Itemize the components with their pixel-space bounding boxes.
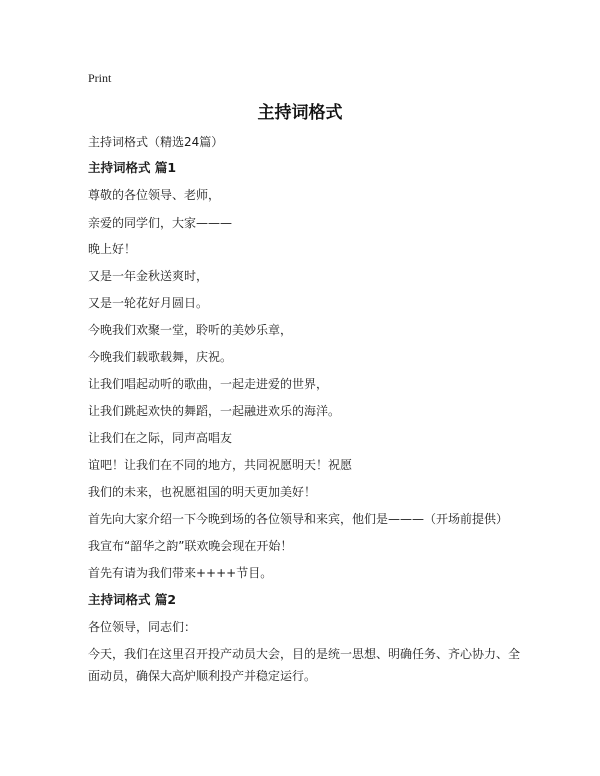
section-2-heading: 主持词格式 篇2 [88,592,177,607]
print-link[interactable]: Print [88,71,112,85]
section-1-heading: 主持词格式 篇1 [88,160,177,175]
paragraph-line: 让我们跳起欢快的舞蹈，一起融进欢乐的海洋。 [88,404,341,418]
paragraph-line: 今晚我们载歌载舞，庆祝。 [88,350,233,364]
paragraph-line: 首先有请为我们带来++++节目。 [88,566,273,580]
paragraph-line: 让我们唱起动听的歌曲，一起走进爱的世界， [88,377,329,391]
paragraph-line: 亲爱的同学们，大家——— [88,216,233,230]
subtitle: 主持词格式（精选24篇） [88,135,224,149]
paragraph-line: 各位领导，同志们： [88,620,197,634]
paragraph-line: 又是一年金秋送爽时， [88,269,209,283]
paragraph-line: 晚上好！ [88,242,137,256]
paragraph-line: 谊吧！让我们在不同的地方，共同祝愿明天！祝愿 [88,458,353,472]
paragraph-line: 首先向大家介绍一下今晚到场的各位领导和来宾，他们是———（开场前提供） [88,512,509,526]
paragraph-line: 我宣布“韶华之韵”联欢晚会现在开始！ [88,539,293,553]
document-title: 主持词格式 [257,103,343,123]
paragraph-line: 我们的未来，也祝愿祖国的明天更加美好！ [88,485,317,499]
paragraph-line: 又是一轮花好月圆日。 [88,296,209,310]
paragraph-line: 让我们在之际，同声高唱友 [88,431,233,445]
paragraph-line: 今晚我们欢聚一堂，聆听的美妙乐章， [88,323,293,337]
paragraph-line: 今天，我们在这里召开投产动员大会，目的是统一思想、明确任务、齐心协力、全面动员，确保大高炉顺利投产并稳定运行。 [88,647,521,683]
paragraph-line: 尊敬的各位领导、老师， [88,188,221,202]
